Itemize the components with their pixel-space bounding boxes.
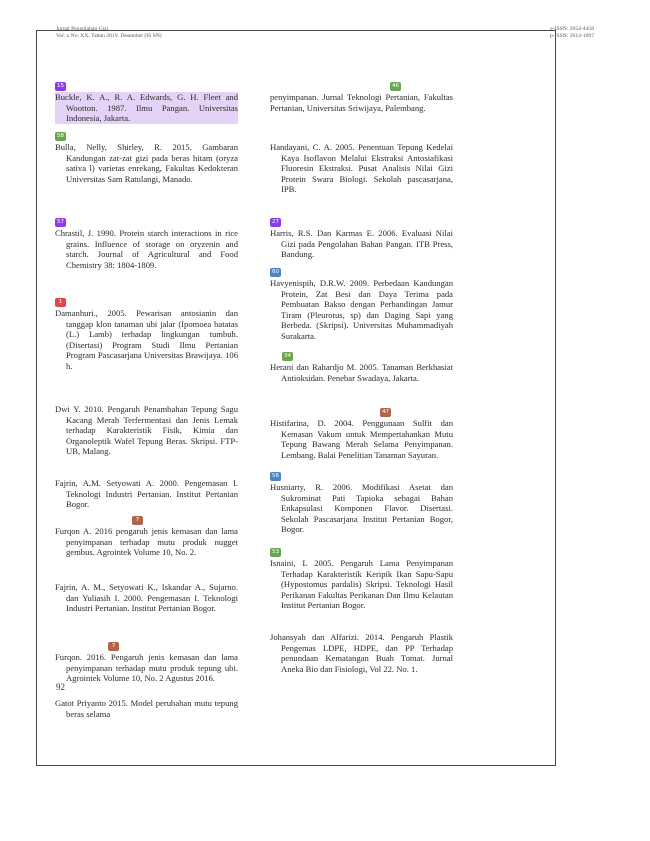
annotation-badge[interactable]: 56 [272,473,279,479]
reference-item [270,549,453,611]
reference-item [55,299,238,371]
reference-item [270,142,453,195]
reference-item [55,404,238,457]
reference-text: Histifarina, D. 2004. Penggunaan Sulfit dan Kemasan Vakum untuk Mempertahankan Mutu Tepung Bawang Merah Selama Penyimpanan. Lembang. Balai Penelitian Tanaman Sayuran. [270,418,453,460]
reference-item [55,698,238,719]
annotation-badge[interactable]: 7 [108,642,119,651]
reference-text: Damanhuri., 2005. Pewarisan antosianin dan tanggap klon tanaman ubi jalar (Ipomoea batatas (L.) Lamb) terhadap lingkungan tumbuh. (Disertasi) Program Studi Ilmu Pertanian Program Pascasarjana Universitas Brawijaya. 106 h. [55,308,238,371]
reference-item [55,517,238,558]
annotation-badge[interactable]: 7 [132,516,143,525]
reference-item [55,83,238,124]
annotation-badge[interactable]: 53 [272,549,279,555]
reference-item [270,409,453,460]
reference-text: Fajrin, A.M. Setyowati A. 2000. Pengemasan I. Teknologi Industri Pertanian. Institut Pertanian Bogor. [55,478,238,509]
p-issn: p-ISSN: 2614-1097 [550,33,594,39]
annotation-badge[interactable]: 60 [272,269,279,275]
e-issn: e-ISSN: 2654-4458 [550,26,594,32]
reference-item [270,219,453,260]
reference-text: Harris, R.S. Dan Karmas E. 2006. Evaluasi Nilai Gizi pada Pengolahan Bahan Pangan. ITB Press, Bandung. [270,228,453,259]
reference-text: Husniarty, R. 2006. Modifikasi Asetat dan Sukrominat Pati Tapioka sebagai Bahan Enkapsulasi Komponen Flavor. Disertasi. Sekolah Pascasarjana Institut Pertanian Bogor, Bogor. [270,482,453,534]
reference-text: Bulla, Nelly, Shirley, R. 2015. Gambaran Kandungan zat-zat gizi pada beras hitam (oryza sativa l) varietas enrekang, Fakultas Kedokteran Universitas Sam Ratulangi, Manado. [55,142,238,184]
reference-text: Furqon. 2016. Pengaruh jenis kemasan dan lama penyimpanan terhadap mutu produk tepung ubi. Agrointek Volume 10, No. 2 Agustus 2016. [55,652,238,683]
journal-name: Jurnal Pengolahan Gizi [56,26,109,32]
reference-item [270,473,453,535]
annotation-badge[interactable]: 1 [55,298,66,307]
annotation-badge[interactable]: 58 [57,133,64,139]
annotation-badge[interactable]: 15 [57,83,64,89]
reference-text: Fajrin, A. M., Setyowati K., Iskandar A., Sujarno. dan Yuliasih I. 2000. Pengemasan I. Teknologi Industri Pertanian. Institut Pertanian Bogor. [55,582,238,613]
reference-text: Dwi Y. 2010. Pengaruh Penambahan Tepung Sagu Kacang Merah Terfermentasi dan Jenis Lemak terhadap Karakteristik Fisik, Kimia dan Organoleptik Wafel Tepung Beras. Skripsi. FTP-UB, Malang. [55,404,238,456]
reference-item [55,643,238,684]
annotation-badge[interactable]: 46 [392,83,399,89]
page-number: 92 [56,682,65,692]
reference-text: Buckle, K. A., R. A. Edwards, G. H. Fleet and Wootton. 1987. Ilmu Pangan. Universitas Indonesia, Jakarta. [55,92,238,123]
reference-item [270,269,453,341]
reference-item [270,83,453,113]
reference-text: Gatot Priyanto 2015. Model perubahan mutu tepung beras selama [55,698,238,719]
reference-item [55,219,238,270]
reference-item [270,353,453,383]
reference-text: Chrastil, J. 1990. Protein starch interactions in rice grains. Influence of storage on oryzenin and starch. Journal of Agricultural and Food Chemistry 38: 1804-1809. [55,228,238,270]
reference-item [55,133,238,184]
reference-text: Havyenispih, D.R.W. 2009. Perbedaan Kandungan Protein, Zat Besi dan Daya Terima pada Pembuatan Bakso dengan Perbandingan Jamur Tiram (Pleurotus, sp) dan Daging Sapi yang Berbeda. (Skripsi). Universitas Muhammadiyah Surakarta. [270,278,453,341]
reference-text: Johansyah dan Alfarizi. 2014. Pengaruh Plastik Pengemas LDPE, HDPE, dan PP Terhadap penundaan Kematangan Buah Tomat. Jurnal Aneka Bio dan Fisiologi, Vol 22. No. 1. [270,632,453,674]
reference-text: Furqon A. 2016 pengaruh jenis kemasan dan lama penyimpanan terhadap mutu produk nugget gembus. Agrointek Volume 10, No. 2. [55,526,238,557]
reference-item [270,632,453,674]
reference-text: Isnaini, L 2005. Pengaruh Lama Penyimpanan Terhadap Karakteristik Keripik Ikan Sapu-Sapu (Hypostomus pardalis) Skripsi. Teknologi Hasil Perikanan Fakultas Perikanan Dan Ilmu Kelautan Institut Pertanian Bogor. [270,558,453,610]
reference-text: penyimpanan. Jurnal Teknologi Pertanian, Fakultas Pertanian, Universitas Sriwijaya, Palembang. [270,92,453,113]
running-header-right [550,26,594,40]
running-header-left [56,26,162,40]
reference-text: Herani dan Rahardjo M. 2005. Tanaman Berkhasiat Antioksidan. Penebar Swadaya, Jakarta. [270,362,453,383]
annotation-badge[interactable]: 34 [284,353,291,359]
reference-text: Handayani, C. A. 2005. Penentuan Tepung Kedelai Kaya Isoflavon Melalui Ekstraksi Antosiafikasi Fluoresin Ekstraksi. Pusat Analisis Nilai Gizi Protein Swara Biologi. Sekolah pascasarjana, IPB. [270,142,453,194]
reference-item [55,582,238,614]
annotation-badge[interactable]: 57 [57,219,64,225]
journal-volume: Vol. x No. XX, Tahun 2019, Desember (IS SN) [56,33,162,39]
annotation-badge[interactable]: 47 [382,409,389,415]
annotation-badge[interactable]: 27 [272,219,279,225]
reference-item [55,478,238,510]
